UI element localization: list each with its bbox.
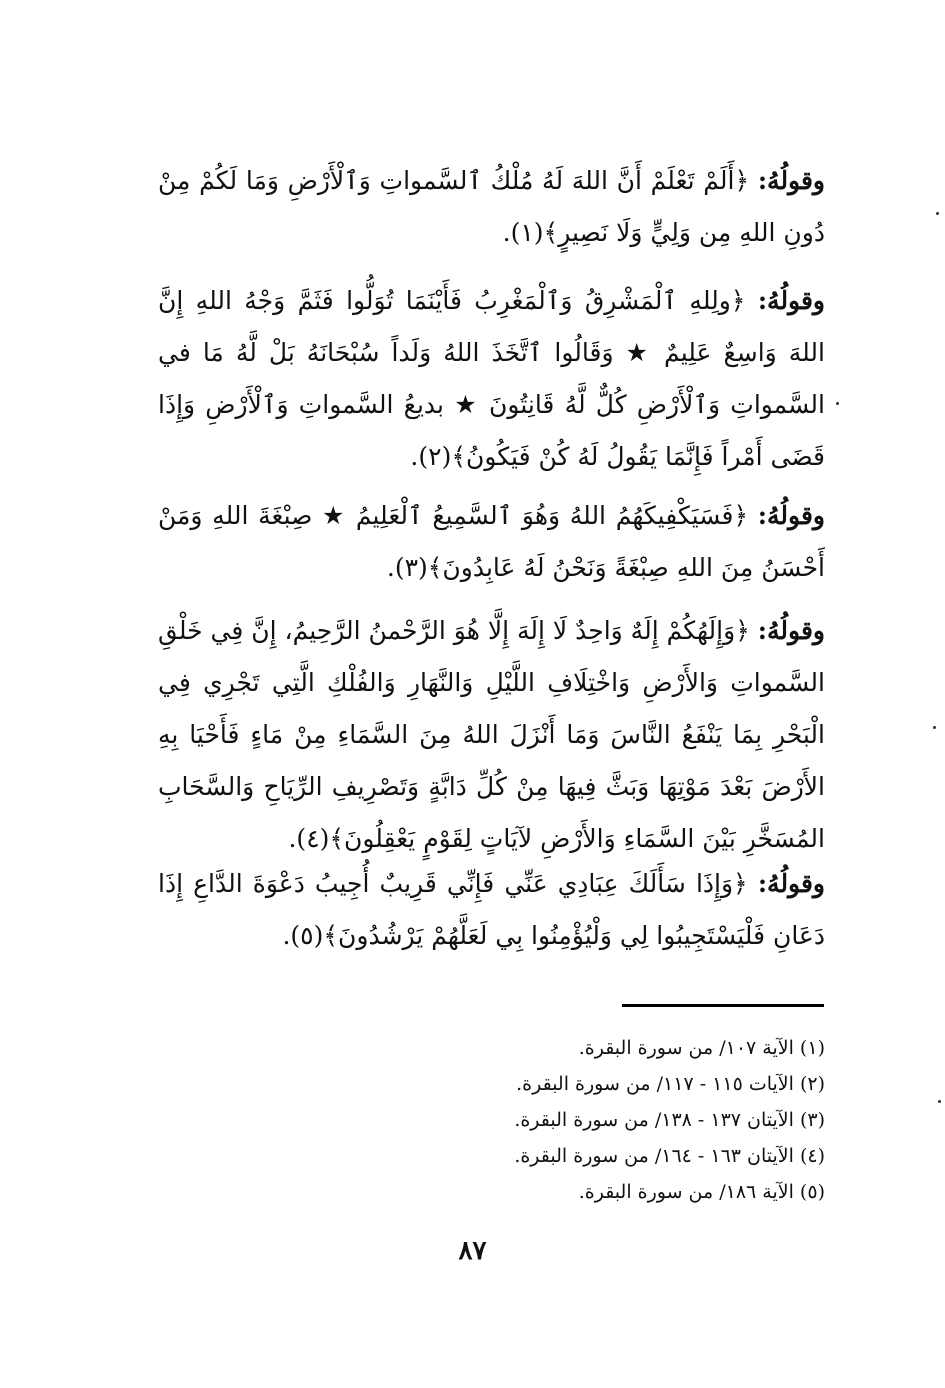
footnote-separator	[622, 1004, 824, 1007]
paragraph-text: ﴿وَإِذَا سَأَلَكَ عِبَادِي عَنِّي فَإِنِّي قَرِيبٌ أُجِيبُ دَعْوَةَ الدَّاعِ إِذَا دَعَانِ فَلْيَسْتَجِيبُوا لِي وَلْيُؤْمِنُوا بِي لَعَلَّهُمْ يَرْشُدُونَ﴾(٥).	[158, 869, 825, 950]
paragraph-text: ﴿ولِلهِ ٱلْمَشْرِقُ وَٱلْمَغْرِبُ فَأَيْنَمَا تُوَلُّوا فَثَمَّ وَجْهُ اللهِ إِنَّ اللهَ وَاسِعٌ عَلِيمٌ ★ وَقَالُوا ٱتَّخَذَ اللهُ وَلَداً سُبْحَانَهُ بَلْ لَّهُ مَا في السَّمواتِ وَٱلْأَرْضِ كُلٌّ لَّهُ قَانِتُونَ ★ بديعُ السَّمواتِ وَٱلْأَرْضِ وَإِذَا قَضَى أَمْراً فَإِنَّمَا يَقُولُ لَهُ كُنْ فَيَكُونُ﴾(٢).	[158, 286, 825, 471]
footnote-2: (٢) الآيات ١١٥ - ١١٧/ من سورة البقرة.	[516, 1073, 825, 1095]
paragraph-verse-107	[158, 155, 825, 259]
paragraph-verse-186	[158, 858, 825, 962]
footnote-4: (٤) الآيتان ١٦٣ - ١٦٤/ من سورة البقرة.	[514, 1145, 825, 1167]
footnote-3: (٣) الآيتان ١٣٧ - ١٣٨/ من سورة البقرة.	[514, 1109, 825, 1131]
paragraph-verses-163-164	[158, 605, 825, 865]
paragraph-lead: وقولُهُ:	[757, 616, 825, 645]
scan-speck	[936, 212, 939, 215]
paragraph-lead: وقولُهُ:	[757, 166, 825, 195]
scan-speck	[938, 1100, 941, 1103]
footnote-1: (١) الآية ١٠٧/ من سورة البقرة.	[578, 1037, 825, 1059]
footnote-5: (٥) الآية ١٨٦/ من سورة البقرة.	[578, 1181, 825, 1203]
paragraph-verses-115-117	[158, 275, 825, 483]
paragraph-lead: وقولُهُ:	[757, 869, 825, 898]
scan-speck	[836, 402, 839, 405]
paragraph-text: ﴿أَلَمْ تَعْلَمْ أَنَّ اللهَ لَهُ مُلْكُ ٱلسَّمواتِ وَٱلْأَرْضِ وَمَا لَكُمْ مِنْ دُونِ اللهِ مِن وَلِيٍّ وَلَا نَصِيرٍ﴾(١).	[158, 166, 825, 247]
page-number: ٨٧	[458, 1236, 487, 1266]
paragraph-verses-137-138	[158, 490, 825, 594]
paragraph-lead: وقولُهُ:	[757, 286, 825, 315]
scan-speck	[933, 726, 936, 729]
footnotes	[265, 1030, 825, 1210]
paragraph-lead: وقولُهُ:	[757, 501, 825, 530]
paragraph-text: ﴿وَإِلَهُكُمْ إِلَهٌ وَاحِدٌ لَا إِلَهَ إِلَّا هُوَ الرَّحْمنُ الرَّحِيمُ، إِنَّ فِي خَلْقِ السَّمواتِ وَالأَرْضِ وَاخْتِلَافِ اللَّيْلِ وَالنَّهَارِ وَالفُلْكِ الَّتِي تَجْرِي فِي الْبَحْرِ بِمَا يَنْفَعُ النَّاسَ وَمَا أَنْزَلَ اللهُ مِنَ السَّمَاءِ مِنْ مَاءٍ فَأَحْيَا بِهِ الأَرْضَ بَعْدَ مَوْتِهَا وَبَثَّ فِيهَا مِنْ كُلِّ دَابَّةٍ وَتَصْرِيفِ الرِّيَاحِ وَالسَّحَابِ المُسَخَّرِ بَيْنَ السَّمَاءِ وَالأَرْضِ لآيَاتٍ لِقَوْمٍ يَعْقِلُونَ﴾(٤).	[158, 616, 825, 853]
paragraph-text: ﴿فَسَيَكْفِيكَهُمُ اللهُ وَهُوَ ٱلسَّمِيعُ ٱلْعَلِيمُ ★ صِبْغَةَ اللهِ وَمَنْ أَحْسَنُ مِنَ اللهِ صِبْغَةً وَنَحْنُ لَهُ عَابِدُونَ﴾(٣).	[158, 501, 825, 582]
